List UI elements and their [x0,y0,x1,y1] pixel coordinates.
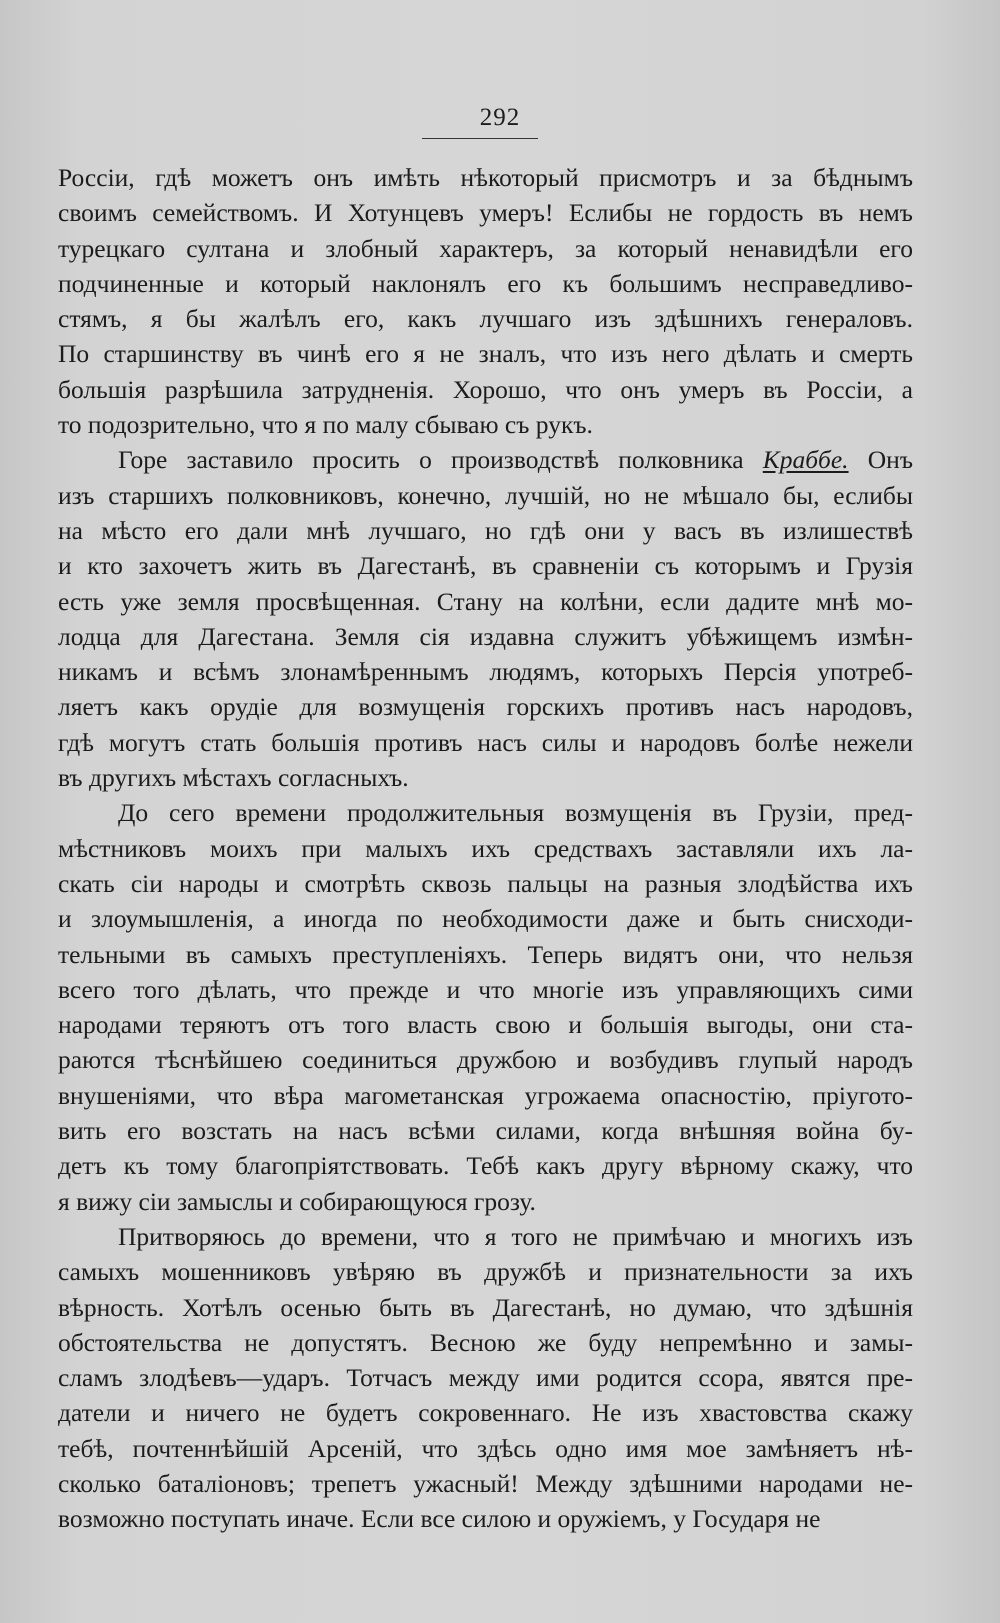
header-rule [422,138,538,139]
text-line: датели и ничего не будетъ сокровеннаго. Не изъ хвастовства скажу [58,1398,913,1428]
emphasized-name: Краббе. [762,445,849,475]
text-line: По старшинству въ чинѣ его я не зналъ, что изъ него дѣлать и смерть [58,339,913,369]
text-line: возможно поступать иначе. Если все силою и оружіемъ, у Государя не [58,1504,821,1534]
text-line: своимъ семействомъ. И Хотунцевъ умеръ! Еслибы не гордость въ немъ [58,198,913,228]
text-line: въ другихъ мѣстахъ согласныхъ. [58,763,409,793]
page-number: 292 [479,104,521,131]
text-line: Россіи, гдѣ можетъ онъ имѣть нѣкоторый присмотръ и за бѣднымъ [58,163,913,192]
text-line: народами теряютъ отъ того власть свою и большія выгоды, они ста- [58,1010,913,1040]
text-line: большія разрѣшила затрудненія. Хорошо, что онъ умеръ въ Россіи, а [58,374,913,404]
text-line: внушеніями, что вѣра магометанская угрожаема опасностію, пріугото- [58,1080,913,1110]
text-line: изъ старшихъ полковниковъ, конечно, лучшій, но не мѣшало бы, еслибы [58,480,913,510]
text-line: самыхъ мошенниковъ увѣряю въ дружбѣ и признательности за ихъ [58,1257,913,1287]
text-line: я вижу сіи замыслы и собирающуюся грозу. [58,1186,536,1216]
text-line: вѣрность. Хотѣлъ осенью быть въ Дагестанѣ, но думаю, что здѣшнія [58,1292,913,1322]
text-line: обстоятельства не допустятъ. Весною же буду непремѣнно и замы- [58,1327,913,1357]
paragraph [58,160,913,442]
text-line: До сего времени продолжительныя возмущенія въ Грузіи, пред- [118,798,913,828]
paragraph [58,795,913,1219]
text-line: мѣстниковъ моихъ при малыхъ ихъ средствахъ заставляли ихъ ла- [58,833,913,863]
text-line: никамъ и всѣмъ злонамѣреннымъ людямъ, которыхъ Персія употреб- [58,657,913,687]
text-line: тельными въ самыхъ преступленіяхъ. Теперь видятъ они, что нельзя [58,939,913,969]
text-line: вить его возстать на насъ всѣми силами, когда внѣшняя война бу- [58,1116,913,1146]
text-line: ляетъ какъ орудіе для возмущенія горскихъ противъ насъ народовъ, [58,692,913,722]
text-line: стямъ, я бы жалѣлъ его, какъ лучшаго изъ здѣшнихъ генераловъ. [58,304,913,334]
text-line: подчиненные и который наклонялъ его къ большимъ несправедливо- [58,268,913,298]
text-line: и злоумышленія, а иногда по необходимости даже и быть снисходи- [58,904,913,934]
text-line: гдѣ могутъ стать большія противъ насъ силы и народовъ болѣе нежели [58,727,913,757]
text-line: сламъ злодѣевъ—ударъ. Тотчасъ между ими родится ссора, явятся пре- [58,1363,913,1393]
body-text [58,160,913,1537]
text-line: на мѣсто его дали мнѣ лучшаго, но гдѣ они у васъ въ излишествѣ [58,515,913,545]
text-line: тебѣ, почтеннѣйшій Арсеній, что здѣсь одно имя мое замѣняетъ нѣ- [58,1433,913,1463]
text-line: всего того дѣлать, что прежде и что многіе изъ управляющихъ сими [58,974,913,1004]
paragraph [58,442,913,795]
text-line [58,442,913,477]
paragraph [58,1219,913,1537]
text-line: лодца для Дагестана. Земля сія издавна служитъ убѣжищемъ измѣн- [58,621,913,651]
text-line: есть уже земля просвѣщенная. Стану на колѣни, если дадите мнѣ мо- [58,586,913,616]
text-line: то подозрительно, что я по малу сбываю съ рукъ. [58,410,593,440]
text-line: и кто захочетъ жить въ Дагестанѣ, въ сравненіи съ которымъ и Грузія [58,551,913,581]
text-line: раются тѣснѣйшею соединиться дружбою и возбудивъ глупый народъ [58,1045,913,1075]
line-tail: Онъ [848,445,914,475]
text-line: детъ къ тому благопріятствовать. Тебѣ какъ другу вѣрному скажу, что [58,1151,913,1181]
text-line: турецкаго султана и злобный характеръ, за который ненавидѣли его [58,233,913,263]
text-line: Притворяюсь до времени, что я того не примѣчаю и многихъ изъ [118,1221,913,1251]
line-head: Горе заставило просить о производствѣ полковника [118,445,744,475]
text-line: скать сіи народы и смотрѣть сквозь пальцы на разныя злодѣйства ихъ [58,868,913,898]
text-line: сколько баталіоновъ; трепетъ ужасный! Между здѣшними народами не- [58,1468,913,1498]
